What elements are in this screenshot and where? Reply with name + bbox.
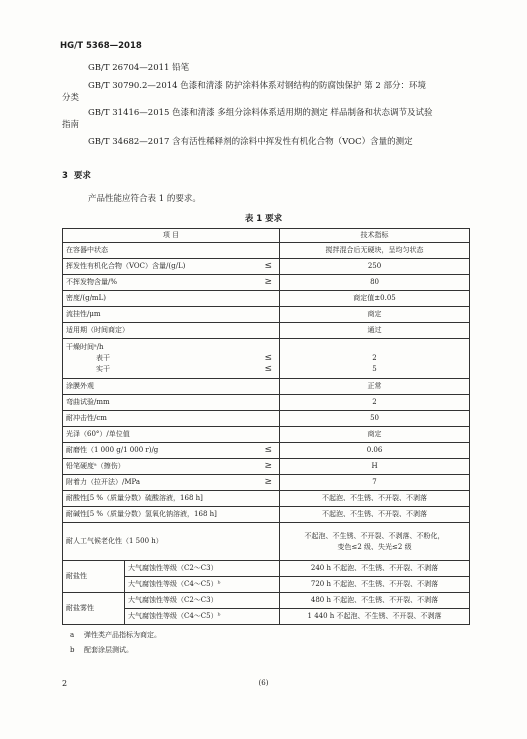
row-value: 240 h 不起泡、不生锈、不开裂、不剥落 <box>280 561 470 577</box>
reference-entry <box>62 62 472 74</box>
table-row <box>63 379 470 395</box>
row-value: 2 <box>280 395 470 411</box>
row-item: 耐人工气候老化性（1 500 h） <box>63 523 280 561</box>
row-value: 不起泡、不生锈、不开裂、不剥落 <box>280 491 470 507</box>
row-symbol <box>258 339 280 379</box>
reference-entry <box>62 136 472 148</box>
row-item: 耐酸性[5 %（质量分数）硫酸溶液，168 h] <box>63 491 280 507</box>
note-text: 配套涂层测试。 <box>84 646 133 654</box>
table-row <box>63 275 470 291</box>
reference-line: 分类 <box>62 93 80 103</box>
row-item: 耐磨性（1 000 g/1 000 r)/g <box>63 443 258 459</box>
row-item: 铅笔硬度ᵃ（擦伤） <box>63 459 258 475</box>
row-symbol: ≥ <box>258 459 280 475</box>
table-row <box>63 491 470 507</box>
aging-value-line: 变色≤2 级、失光≤2 级 <box>337 542 412 551</box>
page-number: 2 <box>62 679 68 688</box>
row-value: 7 <box>280 475 470 491</box>
row-item: 耐碱性[5 %（质量分数）氢氧化钠溶液，168 h] <box>63 507 280 523</box>
table-row <box>63 259 470 275</box>
intro-paragraph: 产品性能应符合表 1 的要求。 <box>88 194 201 204</box>
table-row <box>63 475 470 491</box>
surface-dry-label: 表干 <box>96 354 110 362</box>
hard-dry-symbol: ≤ <box>264 364 273 374</box>
row-item: 附着力（拉开法）/MPa <box>63 475 258 491</box>
header-item: 项 目 <box>63 229 280 243</box>
table-row-salt-spray <box>63 593 470 609</box>
row-symbol: ≤ <box>258 443 280 459</box>
row-item: 耐盐雾性 <box>63 593 125 625</box>
row-value: H <box>280 459 470 475</box>
row-subitem: 大气腐蚀性等级（C4～C5）ᵇ <box>125 609 280 625</box>
row-subitem: 大气腐蚀性等级（C2～C3） <box>125 593 280 609</box>
row-value: 商定值±0.05 <box>280 291 470 307</box>
table-row-salt-spray <box>63 609 470 625</box>
row-symbol: ≥ <box>258 275 280 291</box>
reference-line: 指南 <box>62 120 80 130</box>
surface-dry-symbol: ≤ <box>264 353 273 363</box>
row-value: 商定 <box>280 307 470 323</box>
table-row <box>63 459 470 475</box>
reference-entry <box>62 107 472 131</box>
row-item: 不挥发物含量/% <box>63 275 258 291</box>
section-heading <box>62 169 91 181</box>
reference-line: GB/T 30790.2—2014 色漆和清漆 防护涂料体系对钢结构的防腐蚀保护 第 2 部分：环境 <box>88 81 426 91</box>
header-value: 技术指标 <box>280 229 470 243</box>
row-value: 正常 <box>280 379 470 395</box>
row-item: 光泽（60°）/单位值 <box>63 427 280 443</box>
table-row <box>63 395 470 411</box>
requirements-table <box>62 228 470 625</box>
row-value: 1 440 h 不起泡、不生锈、不开裂、不剥落 <box>280 609 470 625</box>
hard-dry-label: 实干 <box>96 365 110 373</box>
section-number: 3 <box>62 171 68 181</box>
row-value <box>280 523 470 561</box>
row-item: 耐冲击性/cm <box>63 411 280 427</box>
row-symbol: ≥ <box>258 475 280 491</box>
reference-line: GB/T 31416—2015 色漆和清漆 多组分涂料体系适用期的测定 样品制备和状态调节及试验 <box>88 108 433 118</box>
note-mark: a <box>70 631 75 639</box>
table-row <box>63 507 470 523</box>
surface-dry-value: 2 <box>372 354 377 362</box>
row-value: 0.06 <box>280 443 470 459</box>
row-value: 50 <box>280 411 470 427</box>
table-header-row <box>63 229 470 243</box>
row-item: 密度/(g/mL) <box>63 291 280 307</box>
row-subitem: 大气腐蚀性等级（C4～C5）ᵇ <box>125 577 280 593</box>
row-item: 弯曲试验/mm <box>63 395 280 411</box>
row-value: 480 h 不起泡、不生锈、不开裂、不剥落 <box>280 593 470 609</box>
table-row-salt-water <box>63 561 470 577</box>
row-value: 通过 <box>280 323 470 339</box>
hard-dry-value: 5 <box>372 365 377 373</box>
note-text: 弹性类产品指标为商定。 <box>84 631 161 639</box>
page-serial: (6) <box>258 679 269 687</box>
aging-value-line: 不起泡、不生锈、不开裂、不剥落、不粉化， <box>304 531 445 540</box>
row-value: 商定 <box>280 427 470 443</box>
table-row <box>63 307 470 323</box>
note-mark: b <box>70 646 75 654</box>
table-row-aging <box>63 523 470 561</box>
row-value <box>280 339 470 379</box>
table-row <box>63 323 470 339</box>
standard-code: HG/T 5368—2018 <box>60 41 142 51</box>
drying-label: 干燥时间ᵃ/h <box>66 343 104 351</box>
row-value: 720 h 不起泡、不生锈、不开裂、不剥落 <box>280 577 470 593</box>
row-value: 250 <box>280 259 470 275</box>
table-row <box>63 243 470 259</box>
table-row <box>63 411 470 427</box>
table-row <box>63 443 470 459</box>
section-title: 要求 <box>73 171 91 181</box>
table-row <box>63 291 470 307</box>
reference-entry <box>62 80 472 104</box>
table-note <box>62 645 133 655</box>
row-item <box>63 339 258 379</box>
table-note <box>62 630 161 640</box>
row-symbol: ≤ <box>258 259 280 275</box>
row-subitem: 大气腐蚀性等级（C2～C3） <box>125 561 280 577</box>
row-item: 涂膜外观 <box>63 379 280 395</box>
row-value: 不起泡、不生锈、不开裂、不剥落 <box>280 507 470 523</box>
reference-line: GB/T 26704—2011 铅笔 <box>88 63 190 73</box>
table-row-drying <box>63 339 470 379</box>
table-caption: 表 1 要求 <box>244 214 283 224</box>
table-row-salt-water <box>63 577 470 593</box>
row-item: 耐盐性 <box>63 561 125 593</box>
row-value: 80 <box>280 275 470 291</box>
row-value: 搅拌混合后无硬块，呈均匀状态 <box>280 243 470 259</box>
row-item: 在容器中状态 <box>63 243 280 259</box>
table-row <box>63 427 470 443</box>
row-item: 挥发性有机化合物（VOC）含量/(g/L) <box>63 259 258 275</box>
row-item: 适用期（时间商定） <box>63 323 280 339</box>
row-item: 流挂性/μm <box>63 307 280 323</box>
reference-line: GB/T 34682—2017 含有活性稀释剂的涂料中挥发性有机化合物（VOC）含量的测定 <box>88 137 413 147</box>
